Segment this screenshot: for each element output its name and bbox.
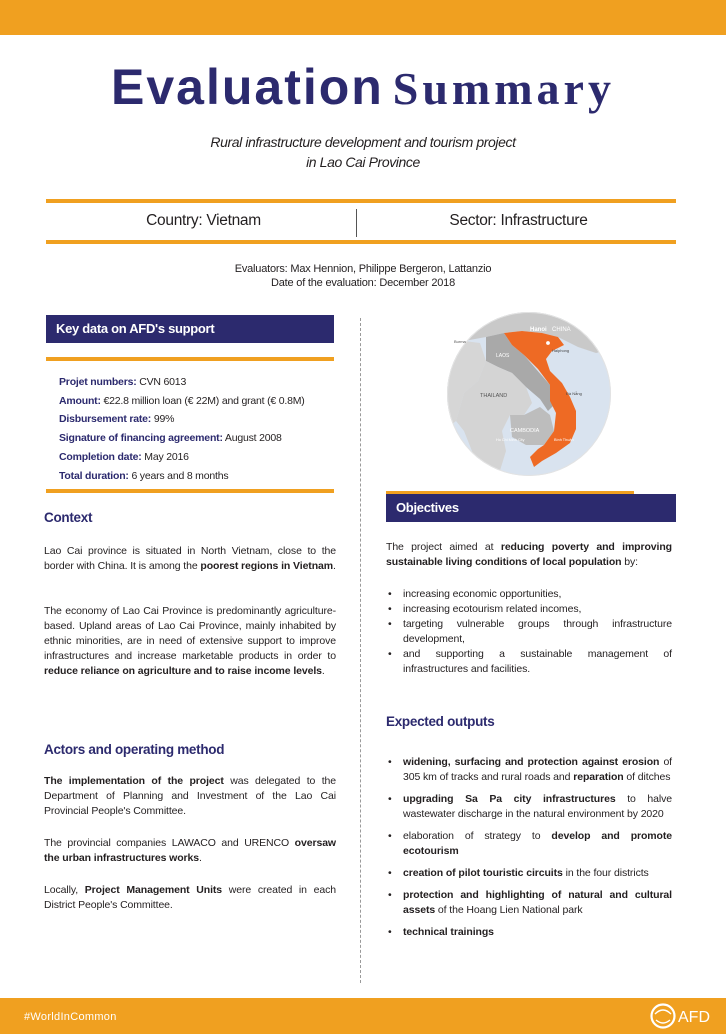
text-run: Locally, — [44, 884, 85, 896]
expected-outputs-heading: Expected outputs — [386, 714, 495, 729]
text-run: were created in each District People's Committee. — [44, 884, 337, 911]
country-value: Vietnam — [206, 212, 261, 229]
map-label-hcmc: Ho Chi Minh City — [496, 438, 525, 442]
key-data-item — [59, 410, 305, 429]
key-data-list — [59, 373, 305, 485]
sector-value: Infrastructure — [500, 212, 588, 229]
key-data-item — [59, 467, 305, 486]
key-data-value: CVN 6013 — [139, 376, 187, 388]
evaluation-date-label: Date of the evaluation: — [270, 277, 377, 289]
map-label-hanoi: Hanoi — [530, 327, 547, 333]
key-data-label: Total duration: — [59, 469, 129, 482]
objectives-list-item: • and supporting a sustainable management of infrastructures and facilities. — [386, 647, 672, 677]
afd-logo-icon — [648, 1001, 714, 1031]
bold-text-run: poorest regions in Vietnam — [200, 560, 333, 572]
text-run: in the four districts — [562, 867, 649, 879]
bold-text-run: reducing poverty and improving sustainable living conditions of local population — [386, 541, 672, 568]
actors-heading: Actors and operating method — [44, 742, 225, 757]
afd-logo-text: AFD — [678, 1009, 710, 1026]
text-run: . — [333, 560, 336, 572]
text-run: The economy of Lao Cai Province is predominantly agriculture-based. Upland areas of Lao Cai Province, mainly inhabited by ethnic minorities, are in need of extensive support to improve infrastructures and increase marketable products in order to — [44, 605, 336, 662]
key-data-top-rule — [46, 357, 334, 361]
actors-paragraph-3 — [44, 883, 336, 913]
actors-paragraph-1 — [44, 774, 336, 819]
key-data-item — [59, 448, 305, 467]
evaluators-label: Evaluators: — [234, 263, 288, 275]
actors-paragraph-2 — [44, 836, 336, 866]
key-data-value: 6 years and 8 months — [131, 469, 229, 482]
title-word-evaluation: Evaluation — [111, 59, 384, 115]
footer-hashtag: #WorldInCommon — [24, 1011, 117, 1023]
map-label-danang: Đà Nẵng — [566, 391, 582, 396]
key-data-value: 99% — [153, 413, 175, 426]
context-heading: Context — [44, 510, 93, 525]
subtitle-line-2: in Lao Cai Province — [306, 154, 420, 170]
bold-text-run: oversaw the urban infrastructures works — [44, 837, 336, 864]
country-sector-divider — [356, 209, 357, 237]
outputs-list-item — [386, 755, 672, 785]
objectives-list-item: • increasing economic opportunities, — [386, 587, 672, 602]
expected-outputs-list — [386, 755, 672, 940]
country-sector-bottom-rule — [46, 240, 676, 244]
outputs-list-item — [386, 866, 672, 881]
map-label-china: CHINA — [552, 327, 571, 333]
bold-text-run: reduce reliance on agriculture and to raise income levels — [44, 665, 322, 677]
key-data-label: Amount: — [59, 394, 101, 407]
bold-text-run: reparation — [573, 771, 624, 783]
key-data-heading: Key data on AFD's support — [46, 315, 334, 343]
bold-text-run: technical trainings — [403, 926, 494, 938]
bold-text-run: upgrading Sa Pa city infrastructures — [403, 793, 616, 805]
context-paragraph-1 — [44, 544, 336, 574]
objectives-list-item: • increasing ecotourism related incomes, — [386, 602, 672, 617]
key-data-item — [59, 392, 305, 411]
text-run: of the Hoang Lien National park — [435, 904, 583, 916]
outputs-list-item — [386, 888, 672, 918]
key-data-value: May 2016 — [144, 450, 189, 463]
objectives-list — [386, 587, 672, 677]
context-paragraph-2 — [44, 604, 336, 679]
text-run: The provincial companies LAWACO and URENCO — [44, 837, 295, 849]
key-data-item — [59, 373, 305, 392]
objectives-intro — [386, 540, 672, 570]
outputs-list-item — [386, 829, 672, 859]
key-data-value: €22.8 million loan (€ 22M) and grant (€ 0.8M) — [103, 394, 305, 407]
text-run: The project aimed at — [386, 541, 501, 553]
text-run: elaboration of strategy to — [403, 830, 552, 842]
evaluation-date-line — [0, 276, 726, 290]
bold-text-run: The implementation of the project — [44, 775, 224, 787]
column-divider — [360, 318, 361, 983]
objectives-list-item: • targeting vulnerable groups through infrastructure development, — [386, 617, 672, 647]
country-cell — [46, 212, 361, 230]
map-label-binh-thuan: Bình Thuận — [554, 438, 574, 442]
sector-cell — [361, 212, 676, 230]
evaluators-block — [0, 262, 726, 290]
outputs-list-item — [386, 925, 672, 940]
bold-text-run: develop and promote ecotourism — [403, 830, 672, 857]
country-sector-row — [46, 206, 676, 238]
bold-text-run: Project Management Units — [84, 884, 223, 896]
text-run: . — [321, 665, 325, 677]
text-run: was delegated to the Department of Planning and Investment of the Lao Cai Provincial People's Committee. — [44, 775, 336, 817]
top-banner — [0, 0, 726, 35]
text-run: to halve wastewater discharge in the natural environment by 2020 — [403, 793, 672, 820]
vietnam-map — [446, 311, 612, 477]
bold-text-run: creation of pilot touristic circuits — [403, 867, 563, 879]
key-data-label: Signature of financing agreement: — [59, 432, 223, 445]
text-run: . — [199, 852, 202, 864]
map-label-cambodia: CAMBODIA — [510, 428, 540, 434]
evaluators-line — [0, 262, 726, 276]
country-sector-top-rule — [46, 199, 676, 203]
text-run: by: — [621, 556, 638, 568]
text-run: of ditches — [623, 771, 671, 783]
project-subtitle — [0, 132, 726, 172]
map-label-haiphong: Haiphong — [552, 348, 570, 353]
objectives-heading: Objectives — [386, 494, 676, 522]
map-label-thailand: THAILAND — [480, 393, 508, 399]
country-label: Country: — [146, 212, 203, 229]
text-run: of 305 km of tracks and rural roads and — [403, 756, 672, 783]
key-data-item — [59, 429, 305, 448]
key-data-value: August 2008 — [224, 432, 282, 445]
sector-label: Sector: — [449, 212, 497, 229]
hanoi-marker-icon — [546, 341, 551, 346]
evaluators-value: Max Hennion, Philippe Bergeron, Lattanzio — [290, 263, 492, 275]
outputs-list-item — [386, 792, 672, 822]
bold-text-run: protection and highlighting of natural and cultural assets — [403, 889, 672, 916]
map-label-burma: Burma — [454, 339, 466, 344]
key-data-label: Completion date: — [59, 450, 142, 463]
map-label-laos: LAOS — [496, 353, 510, 359]
text-run: Lao Cai province is situated in North Vietnam, close to the border with China. It is among the — [44, 545, 336, 572]
evaluation-date-value: December 2018 — [379, 277, 455, 289]
title-word-summary: Summary — [392, 63, 615, 114]
key-data-label: Projet numbers: — [59, 376, 137, 388]
key-data-bottom-rule — [46, 489, 334, 493]
key-data-label: Disbursement rate: — [59, 413, 152, 426]
page-title — [0, 58, 726, 116]
subtitle-line-1: Rural infrastructure development and tourism project — [210, 134, 516, 150]
bold-text-run: widening, surfacing and protection against erosion — [403, 756, 660, 768]
